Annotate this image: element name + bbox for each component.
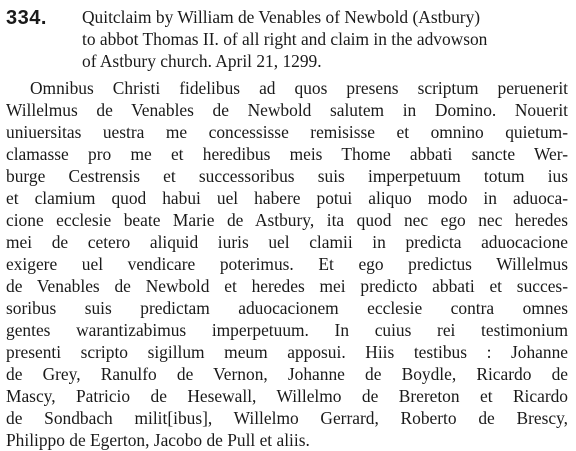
text-line: gentes warantizabimus imperpetuum. In cuius rei testimonium (6, 320, 568, 340)
text-line: de Venables de Newbold et heredes mei predicto abbati et succes- (6, 276, 568, 296)
text-line: mei de cetero aliquid iuris uel clamii in predicta aduocacione (6, 232, 568, 252)
entry-number: 334. (6, 7, 47, 29)
text-line: Omnibus Christi fidelibus ad quos presens scriptum peruenerit (30, 78, 568, 98)
heading-line: to abbot Thomas II. of all right and claim in the advowson (82, 29, 488, 49)
text-line: Philippo de Egerton, Jacobo de Pull et aliis. (6, 430, 310, 450)
text-line: clamasse pro me et heredibus meis Thome abbati sancte Wer- (6, 144, 568, 164)
text-line: de Sondbach milit[ibus], Willelmo Gerrard, Roberto de Brescy, (6, 408, 568, 428)
text-line: uniuersitas uestra me concessisse remisisse et omnino quietum- (6, 122, 568, 142)
text-line: soribus suis predictam aduocacionem ecclesie contra omnes (6, 298, 568, 318)
text-line: de Grey, Ranulfo de Vernon, Johanne de Boydle, Ricardo de (6, 364, 568, 384)
text-line: Willelmus de Venables de Newbold salutem in Domino. Nouerit (6, 100, 568, 120)
text-line: presenti scripto sigillum meum apposui. Hiis testibus : Johanne (6, 342, 568, 362)
heading-line: Quitclaim by William de Venables of Newbold (Astbury) (82, 7, 481, 27)
text-line: exigere uel vendicare poterimus. Et ego predictus Willelmus (6, 254, 568, 274)
text-line: et clamium quod habui uel habere potui aliquo modo in aduoca- (6, 188, 568, 208)
heading-line: of Astbury church. April 21, 1299. (82, 51, 322, 71)
text-line: burge Cestrensis et successoribus suis imperpetuum totum ius (6, 166, 568, 186)
text-line: cione ecclesie beate Marie de Astbury, ita quod nec ego nec heredes (6, 210, 568, 230)
text-line: Mascy, Patricio de Hesewall, Willelmo de Brereton et Ricardo (6, 386, 568, 406)
